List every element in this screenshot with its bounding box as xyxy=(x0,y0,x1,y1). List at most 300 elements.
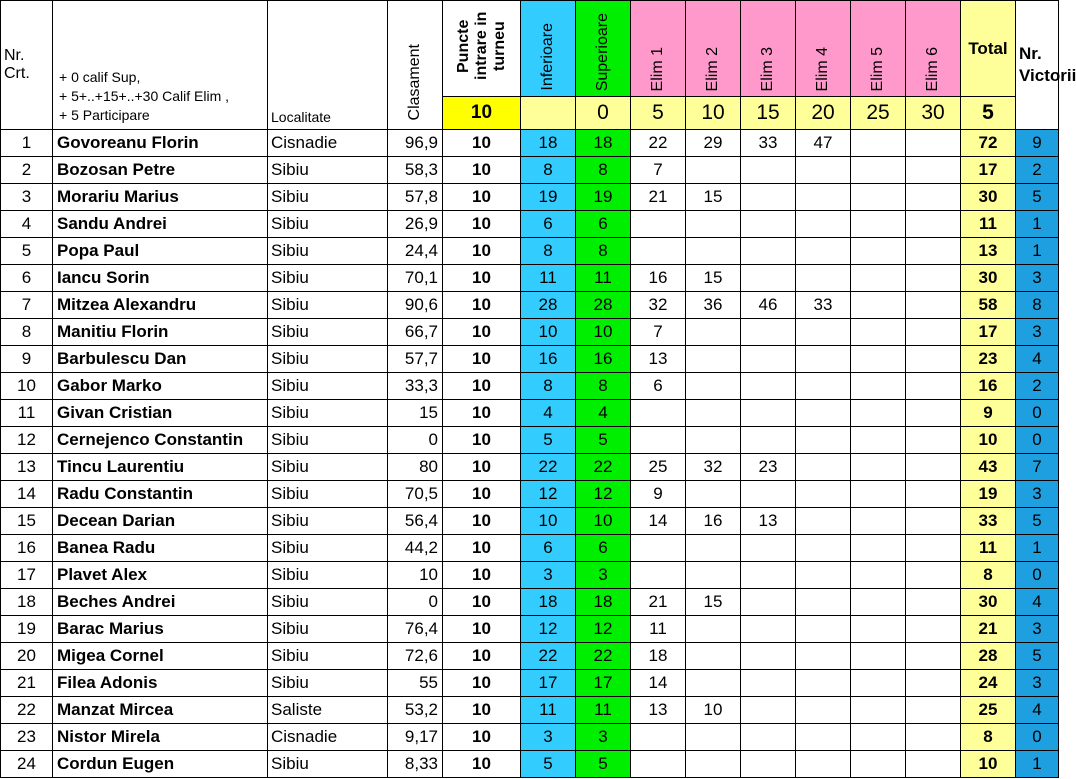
cell-elim-3 xyxy=(741,562,796,589)
cell-inferioare: 12 xyxy=(521,616,576,643)
cell-total: 25 xyxy=(961,697,1016,724)
cell-nr: 9 xyxy=(1,346,53,373)
cell-puncte: 10 xyxy=(443,400,521,427)
cell-elim-4 xyxy=(796,643,851,670)
cell-name: Popa Paul xyxy=(53,238,268,265)
cell-elim-2 xyxy=(686,724,741,751)
cell-victorii: 8 xyxy=(1016,292,1059,319)
cell-elim-3 xyxy=(741,373,796,400)
cell-name: Manitiu Florin xyxy=(53,319,268,346)
sub-total-value: 5 xyxy=(982,101,994,124)
cell-elim-3: 13 xyxy=(741,508,796,535)
cell-elim-4 xyxy=(796,184,851,211)
cell-superioare: 28 xyxy=(576,292,631,319)
cell-elim-1: 25 xyxy=(631,454,686,481)
cell-nr: 15 xyxy=(1,508,53,535)
cell-nr: 2 xyxy=(1,157,53,184)
cell-superioare: 5 xyxy=(576,751,631,778)
cell-victorii: 0 xyxy=(1016,724,1059,751)
cell-elim-6 xyxy=(906,616,961,643)
cell-elim-5 xyxy=(851,400,906,427)
sub-superioare-value: 0 xyxy=(597,101,609,124)
header-elim-4-label: Elim 4 xyxy=(814,46,831,91)
cell-total: 33 xyxy=(961,508,1016,535)
cell-inferioare: 22 xyxy=(521,454,576,481)
cell-superioare: 10 xyxy=(576,508,631,535)
cell-elim-4 xyxy=(796,454,851,481)
cell-superioare: 8 xyxy=(576,157,631,184)
cell-superioare: 10 xyxy=(576,319,631,346)
cell-elim-6 xyxy=(906,643,961,670)
table-row xyxy=(1,184,1059,211)
header-inferioare xyxy=(521,1,576,97)
header-localitate xyxy=(268,1,388,130)
header-elim-2-label: Elim 2 xyxy=(704,46,721,91)
cell-elim-6 xyxy=(906,454,961,481)
cell-elim-1 xyxy=(631,562,686,589)
cell-elim-1: 22 xyxy=(631,130,686,157)
table-row xyxy=(1,238,1059,265)
cell-total: 72 xyxy=(961,130,1016,157)
cell-inferioare: 10 xyxy=(521,508,576,535)
header-elim-3-label: Elim 3 xyxy=(759,46,776,91)
cell-elim-4 xyxy=(796,616,851,643)
cell-elim-4 xyxy=(796,238,851,265)
cell-elim-6 xyxy=(906,292,961,319)
cell-elim-3 xyxy=(741,697,796,724)
cell-elim-1 xyxy=(631,724,686,751)
cell-name: Banea Radu xyxy=(53,535,268,562)
table-row xyxy=(1,157,1059,184)
cell-elim-1: 21 xyxy=(631,589,686,616)
cell-elim-3 xyxy=(741,643,796,670)
cell-elim-6 xyxy=(906,481,961,508)
header-elim-1-label: Elim 1 xyxy=(649,46,666,91)
cell-nr: 19 xyxy=(1,616,53,643)
cell-puncte: 10 xyxy=(443,292,521,319)
cell-elim-6 xyxy=(906,751,961,778)
cell-elim-5 xyxy=(851,319,906,346)
cell-elim-6 xyxy=(906,211,961,238)
cell-localitate: Sibiu xyxy=(268,238,388,265)
cell-puncte: 10 xyxy=(443,319,521,346)
cell-superioare: 3 xyxy=(576,562,631,589)
cell-inferioare: 11 xyxy=(521,265,576,292)
cell-nr: 22 xyxy=(1,697,53,724)
cell-elim-5 xyxy=(851,238,906,265)
cell-elim-2: 10 xyxy=(686,697,741,724)
header-elim-3 xyxy=(741,1,796,97)
cell-localitate: Cisnadie xyxy=(268,130,388,157)
cell-clasament: 80 xyxy=(388,454,443,481)
cell-elim-6 xyxy=(906,130,961,157)
cell-superioare: 5 xyxy=(576,427,631,454)
cell-nr: 6 xyxy=(1,265,53,292)
cell-superioare: 12 xyxy=(576,481,631,508)
cell-total: 16 xyxy=(961,373,1016,400)
table-row xyxy=(1,319,1059,346)
cell-puncte: 10 xyxy=(443,670,521,697)
cell-victorii: 3 xyxy=(1016,670,1059,697)
cell-elim-6 xyxy=(906,589,961,616)
cell-elim-2: 29 xyxy=(686,130,741,157)
cell-victorii: 1 xyxy=(1016,238,1059,265)
cell-victorii: 1 xyxy=(1016,751,1059,778)
cell-puncte: 10 xyxy=(443,211,521,238)
cell-elim-1: 16 xyxy=(631,265,686,292)
table-row xyxy=(1,481,1059,508)
cell-puncte: 10 xyxy=(443,130,521,157)
cell-total: 11 xyxy=(961,535,1016,562)
cell-victorii: 0 xyxy=(1016,400,1059,427)
table-body xyxy=(1,130,1059,778)
cell-victorii: 4 xyxy=(1016,346,1059,373)
cell-victorii: 5 xyxy=(1016,643,1059,670)
cell-total: 17 xyxy=(961,319,1016,346)
cell-superioare: 8 xyxy=(576,373,631,400)
cell-victorii: 2 xyxy=(1016,157,1059,184)
cell-elim-3 xyxy=(741,184,796,211)
cell-victorii: 5 xyxy=(1016,508,1059,535)
sub-puncte xyxy=(443,97,521,130)
cell-clasament: 57,8 xyxy=(388,184,443,211)
cell-elim-1 xyxy=(631,751,686,778)
cell-elim-2 xyxy=(686,616,741,643)
table-row xyxy=(1,508,1059,535)
cell-superioare: 3 xyxy=(576,724,631,751)
cell-localitate: Sibiu xyxy=(268,508,388,535)
cell-total: 30 xyxy=(961,184,1016,211)
cell-inferioare: 3 xyxy=(521,724,576,751)
sub-superioare xyxy=(576,97,631,130)
cell-localitate: Sibiu xyxy=(268,616,388,643)
header-puncte-label: Puncte intrare in turneu xyxy=(454,11,508,81)
cell-clasament: 56,4 xyxy=(388,508,443,535)
cell-superioare: 11 xyxy=(576,697,631,724)
cell-nr: 4 xyxy=(1,211,53,238)
cell-victorii: 3 xyxy=(1016,265,1059,292)
sub-elim-3-value: 15 xyxy=(756,101,780,124)
cell-nr: 16 xyxy=(1,535,53,562)
cell-elim-5 xyxy=(851,184,906,211)
sub-elim-4 xyxy=(796,97,851,130)
note-line-3: + 5 Participare xyxy=(59,107,150,123)
cell-elim-6 xyxy=(906,400,961,427)
cell-elim-6 xyxy=(906,319,961,346)
cell-superioare: 8 xyxy=(576,238,631,265)
cell-elim-5 xyxy=(851,535,906,562)
cell-localitate: Sibiu xyxy=(268,643,388,670)
cell-victorii: 5 xyxy=(1016,184,1059,211)
cell-puncte: 10 xyxy=(443,697,521,724)
cell-superioare: 17 xyxy=(576,670,631,697)
header-nr xyxy=(1,1,53,130)
cell-elim-1: 18 xyxy=(631,643,686,670)
cell-elim-4 xyxy=(796,346,851,373)
cell-elim-2 xyxy=(686,562,741,589)
cell-inferioare: 10 xyxy=(521,319,576,346)
cell-localitate: Cisnadie xyxy=(268,724,388,751)
note-line-2: + 5+..+15+..+30 Calif Elim , xyxy=(59,88,230,104)
cell-puncte: 10 xyxy=(443,562,521,589)
cell-elim-5 xyxy=(851,157,906,184)
table-row xyxy=(1,211,1059,238)
cell-elim-4: 47 xyxy=(796,130,851,157)
cell-localitate: Sibiu xyxy=(268,400,388,427)
cell-elim-2 xyxy=(686,751,741,778)
cell-elim-2: 36 xyxy=(686,292,741,319)
cell-elim-5 xyxy=(851,697,906,724)
header-total-label: Total xyxy=(968,38,1008,58)
cell-puncte: 10 xyxy=(443,589,521,616)
cell-total: 21 xyxy=(961,616,1016,643)
cell-inferioare: 5 xyxy=(521,427,576,454)
cell-inferioare: 17 xyxy=(521,670,576,697)
cell-elim-2 xyxy=(686,238,741,265)
cell-superioare: 19 xyxy=(576,184,631,211)
cell-elim-1 xyxy=(631,427,686,454)
header-elim-6-label: Elim 6 xyxy=(924,46,941,91)
table-row xyxy=(1,265,1059,292)
table-row xyxy=(1,751,1059,778)
cell-superioare: 16 xyxy=(576,346,631,373)
cell-elim-5 xyxy=(851,643,906,670)
cell-name: Beches Andrei xyxy=(53,589,268,616)
cell-elim-6 xyxy=(906,508,961,535)
cell-elim-6 xyxy=(906,724,961,751)
cell-clasament: 53,2 xyxy=(388,697,443,724)
cell-elim-3: 23 xyxy=(741,454,796,481)
cell-total: 30 xyxy=(961,265,1016,292)
cell-clasament: 57,7 xyxy=(388,346,443,373)
header-superioare xyxy=(576,1,631,97)
cell-elim-5 xyxy=(851,562,906,589)
cell-elim-2 xyxy=(686,670,741,697)
cell-inferioare: 28 xyxy=(521,292,576,319)
cell-puncte: 10 xyxy=(443,643,521,670)
cell-victorii: 0 xyxy=(1016,427,1059,454)
cell-localitate: Sibiu xyxy=(268,589,388,616)
cell-elim-2: 15 xyxy=(686,184,741,211)
cell-elim-1: 9 xyxy=(631,481,686,508)
sub-elim-6 xyxy=(906,97,961,130)
cell-name: Givan Cristian xyxy=(53,400,268,427)
cell-elim-6 xyxy=(906,238,961,265)
cell-victorii: 1 xyxy=(1016,535,1059,562)
cell-name: Plavet Alex xyxy=(53,562,268,589)
cell-inferioare: 11 xyxy=(521,697,576,724)
sub-elim-4-value: 20 xyxy=(811,101,835,124)
table-row xyxy=(1,454,1059,481)
cell-clasament: 90,6 xyxy=(388,292,443,319)
cell-victorii: 3 xyxy=(1016,319,1059,346)
cell-puncte: 10 xyxy=(443,427,521,454)
cell-total: 30 xyxy=(961,589,1016,616)
cell-elim-1 xyxy=(631,400,686,427)
cell-elim-3 xyxy=(741,535,796,562)
cell-total: 8 xyxy=(961,562,1016,589)
cell-nr: 23 xyxy=(1,724,53,751)
cell-total: 11 xyxy=(961,211,1016,238)
cell-victorii: 0 xyxy=(1016,562,1059,589)
cell-total: 58 xyxy=(961,292,1016,319)
cell-elim-2 xyxy=(686,427,741,454)
cell-puncte: 10 xyxy=(443,346,521,373)
cell-localitate: Sibiu xyxy=(268,751,388,778)
cell-elim-2 xyxy=(686,211,741,238)
cell-puncte: 10 xyxy=(443,238,521,265)
cell-name: Barac Marius xyxy=(53,616,268,643)
cell-clasament: 10 xyxy=(388,562,443,589)
sub-inferioare xyxy=(521,97,576,130)
cell-puncte: 10 xyxy=(443,535,521,562)
cell-elim-5 xyxy=(851,751,906,778)
cell-elim-1: 6 xyxy=(631,373,686,400)
cell-clasament: 0 xyxy=(388,589,443,616)
cell-inferioare: 8 xyxy=(521,373,576,400)
cell-nr: 14 xyxy=(1,481,53,508)
cell-elim-6 xyxy=(906,427,961,454)
cell-localitate: Sibiu xyxy=(268,211,388,238)
sub-elim-2 xyxy=(686,97,741,130)
cell-total: 43 xyxy=(961,454,1016,481)
cell-elim-4 xyxy=(796,211,851,238)
cell-inferioare: 22 xyxy=(521,643,576,670)
cell-elim-3: 33 xyxy=(741,130,796,157)
cell-clasament: 58,3 xyxy=(388,157,443,184)
cell-localitate: Sibiu xyxy=(268,535,388,562)
table-row xyxy=(1,292,1059,319)
cell-elim-1 xyxy=(631,535,686,562)
sub-elim-5 xyxy=(851,97,906,130)
cell-elim-4 xyxy=(796,589,851,616)
cell-name: Iancu Sorin xyxy=(53,265,268,292)
cell-name: Tincu Laurentiu xyxy=(53,454,268,481)
cell-victorii: 9 xyxy=(1016,130,1059,157)
cell-superioare: 22 xyxy=(576,643,631,670)
cell-clasament: 24,4 xyxy=(388,238,443,265)
cell-localitate: Sibiu xyxy=(268,184,388,211)
cell-elim-6 xyxy=(906,670,961,697)
cell-puncte: 10 xyxy=(443,454,521,481)
cell-elim-3 xyxy=(741,157,796,184)
cell-nr: 7 xyxy=(1,292,53,319)
cell-elim-5 xyxy=(851,130,906,157)
cell-localitate: Sibiu xyxy=(268,427,388,454)
cell-superioare: 6 xyxy=(576,535,631,562)
table-row xyxy=(1,400,1059,427)
cell-inferioare: 8 xyxy=(521,238,576,265)
cell-elim-2 xyxy=(686,535,741,562)
cell-elim-6 xyxy=(906,697,961,724)
cell-clasament: 70,5 xyxy=(388,481,443,508)
cell-superioare: 18 xyxy=(576,130,631,157)
cell-nr: 12 xyxy=(1,427,53,454)
cell-elim-4 xyxy=(796,400,851,427)
table-row xyxy=(1,643,1059,670)
cell-elim-5 xyxy=(851,211,906,238)
cell-clasament: 9,17 xyxy=(388,724,443,751)
cell-name: Nistor Mirela xyxy=(53,724,268,751)
cell-elim-6 xyxy=(906,184,961,211)
header-superioare-label: Superioare xyxy=(594,12,611,91)
cell-elim-3 xyxy=(741,589,796,616)
cell-nr: 18 xyxy=(1,589,53,616)
cell-name: Radu Constantin xyxy=(53,481,268,508)
cell-elim-4: 33 xyxy=(796,292,851,319)
cell-inferioare: 4 xyxy=(521,400,576,427)
cell-localitate: Sibiu xyxy=(268,292,388,319)
cell-name: Filea Adonis xyxy=(53,670,268,697)
header-puncte xyxy=(443,1,521,97)
cell-clasament: 96,9 xyxy=(388,130,443,157)
cell-name: Bozosan Petre xyxy=(53,157,268,184)
cell-victorii: 3 xyxy=(1016,481,1059,508)
cell-elim-3 xyxy=(741,400,796,427)
cell-elim-6 xyxy=(906,535,961,562)
cell-superioare: 11 xyxy=(576,265,631,292)
cell-elim-1: 21 xyxy=(631,184,686,211)
cell-elim-6 xyxy=(906,373,961,400)
table-row xyxy=(1,346,1059,373)
cell-inferioare: 6 xyxy=(521,535,576,562)
cell-name: Cordun Eugen xyxy=(53,751,268,778)
cell-elim-1: 32 xyxy=(631,292,686,319)
cell-inferioare: 8 xyxy=(521,157,576,184)
cell-clasament: 72,6 xyxy=(388,643,443,670)
cell-nr: 10 xyxy=(1,373,53,400)
cell-clasament: 15 xyxy=(388,400,443,427)
cell-name: Migea Cornel xyxy=(53,643,268,670)
table-row xyxy=(1,589,1059,616)
header-elim-4 xyxy=(796,1,851,97)
cell-clasament: 33,3 xyxy=(388,373,443,400)
cell-elim-5 xyxy=(851,481,906,508)
header-total xyxy=(961,1,1016,97)
cell-elim-4 xyxy=(796,697,851,724)
cell-localitate: Sibiu xyxy=(268,670,388,697)
header-elim-1 xyxy=(631,1,686,97)
cell-elim-3 xyxy=(741,724,796,751)
header-inferioare-label: Inferioare xyxy=(539,23,556,91)
cell-elim-6 xyxy=(906,265,961,292)
sub-elim-5-value: 25 xyxy=(866,101,890,124)
cell-elim-2 xyxy=(686,481,741,508)
header-clasament xyxy=(388,1,443,130)
cell-elim-2: 15 xyxy=(686,265,741,292)
cell-nr: 5 xyxy=(1,238,53,265)
cell-name: Cernejenco Constantin xyxy=(53,427,268,454)
cell-elim-2: 16 xyxy=(686,508,741,535)
cell-total: 10 xyxy=(961,427,1016,454)
table-row xyxy=(1,697,1059,724)
cell-localitate: Sibiu xyxy=(268,346,388,373)
cell-victorii: 4 xyxy=(1016,697,1059,724)
cell-elim-4 xyxy=(796,562,851,589)
cell-puncte: 10 xyxy=(443,373,521,400)
cell-elim-1: 7 xyxy=(631,319,686,346)
cell-elim-5 xyxy=(851,292,906,319)
cell-elim-5 xyxy=(851,373,906,400)
cell-elim-5 xyxy=(851,427,906,454)
sub-elim-3 xyxy=(741,97,796,130)
cell-elim-1 xyxy=(631,211,686,238)
header-victorii xyxy=(1016,1,1076,130)
cell-localitate: Sibiu xyxy=(268,373,388,400)
cell-elim-6 xyxy=(906,346,961,373)
cell-inferioare: 19 xyxy=(521,184,576,211)
cell-total: 28 xyxy=(961,643,1016,670)
